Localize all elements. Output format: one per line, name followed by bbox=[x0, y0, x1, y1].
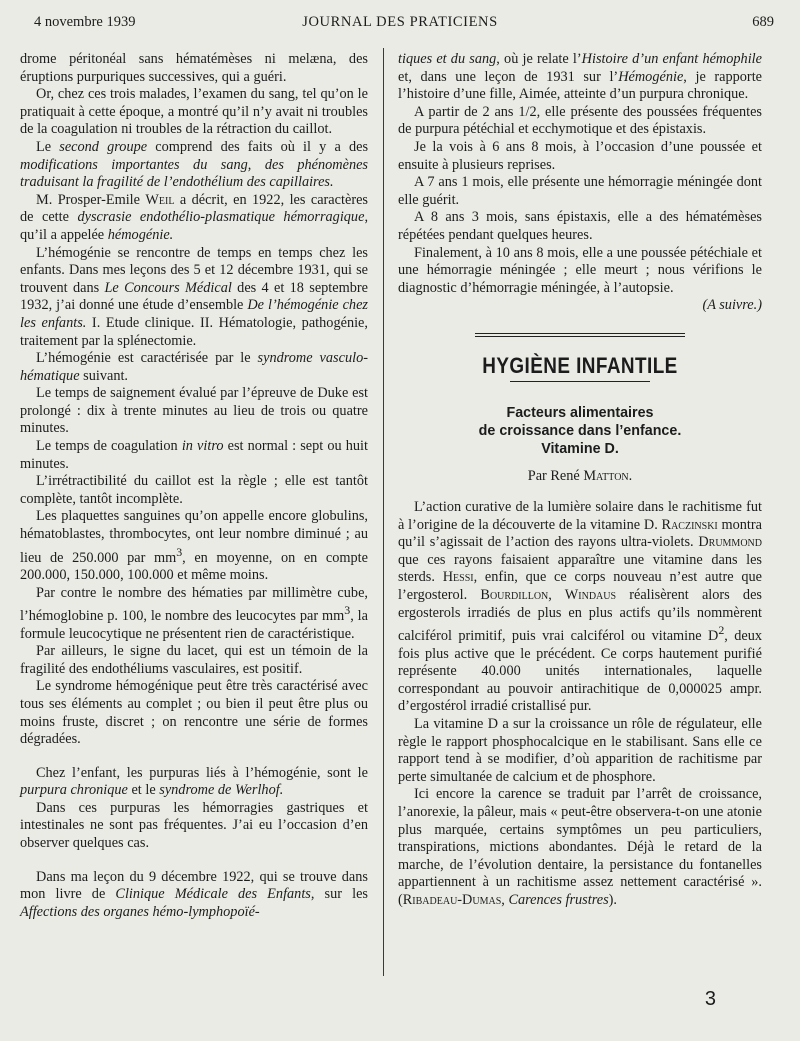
article-title-line: de croissance dans l’enfance. bbox=[478, 422, 682, 439]
paragraph: M. Prosper-Emile Weil a décrit, en 1922, les caractères de cette dyscrasie endothélio-plasmatique hémorragique, qu’il a appelée hémogénie. bbox=[20, 191, 369, 243]
paragraph: Dans ces purpuras les hémorragies gastriques et intestinales ne sont pas fréquentes. J’ai eu l’occasion d’en observer quelques cas. bbox=[20, 799, 368, 852]
issue-date: 4 novembre 1939 bbox=[34, 14, 136, 30]
paragraph: A 8 ans 3 mois, sans épistaxis, elle a des hématémèses répétées pendant quelques heures. bbox=[398, 209, 762, 243]
paragraph: Les plaquettes sanguines qu’on appelle encore globulins, hématoblastes, thrombocytes, ont leur nombre diminué ; au lieu de 250.000 par $mm^3$, en moyenne, on en compte 200.000, 150.000, 100.000 et même moins. bbox=[20, 508, 368, 583]
paragraph: Le syndrome hémogénique peut être très caractérisé avec tous ses éléments au complet ; ou bien il peut être plus ou moins fruste, discret ; on rencontre une série de formes dégradées. bbox=[20, 678, 368, 748]
article-body bbox=[398, 499, 762, 909]
to-be-continued: (A suivre.) bbox=[702, 297, 762, 314]
paragraph: A 7 ans 1 mois, elle présente une hémorragie méningée dont elle guérit. bbox=[398, 174, 762, 208]
paragraph: A partir de 2 ans 1/2, elle présente des poussées fréquentes de purpura pétéchial et ecchymotique et des épistaxis. bbox=[398, 103, 762, 138]
author-name: Matton. bbox=[583, 467, 633, 484]
paragraph: Le second groupe comprend des faits où il y a des modifications importantes du sang, des phénomènes traduisant la fragilité de l’endothélium des capillaires. bbox=[20, 138, 369, 191]
paragraph: Le temps de coagulation in vitro est normal : sept ou huit minutes. bbox=[20, 438, 369, 472]
page-number: 689 bbox=[752, 14, 774, 30]
paragraph: Or, chez ces trois malades, l’examen du sang, tel qu’on le pratiquait à cette époque, a montré qu’il n’y avait ni troubles de la coagulation ni troubles de la rétraction du caillot. bbox=[20, 86, 368, 138]
section-separator bbox=[475, 333, 685, 337]
article-title-line: Facteurs alimentaires bbox=[506, 404, 654, 421]
paragraph: La vitamine D a sur la croissance un rôle de régulateur, elle règle le rapport phosphocalcique en le stabilisant. Sans elle ce rapport tend à se modifier, d’où apparition de rachitisme par perte simultanée de calcium et de phosphore. bbox=[398, 715, 762, 785]
paragraph: Ici encore la carence se traduit par l’arrêt de croissance, l’anorexie, la pâleur, mais « peut-être observera-t-on une atonie plus marquée, certains symptômes un peu particuliers, transpirations, mictions abondantes. Déjà le retard de la marche, de l’évolution dentaire, la persistance du fontanelles appartiennent à un rachitisme assez nettement caractérisé ». (Ribadeau-Dumas, Carences frustres). bbox=[398, 786, 762, 908]
paragraph: L’hémogénie se rencontre de temps en temps chez les enfants. Dans mes leçons des 5 et 12 décembre 1931, qui se trouvent dans Le Concours Médical des 4 et 18 septembre 1932, j’ai donné une étude d’ensemble De l’hémogénie chez les enfants. I. Etude clinique. II. Hématologie, pathogénie, traitement par la splénectomie. bbox=[20, 244, 369, 349]
section-title: HYGIÈNE INFANTILE bbox=[482, 352, 678, 378]
paragraph: L’action curative de la lumière solaire dans le rachitisme fut à l’origine de la découverte de la vitamine D. Raczinski montra qu’il s’agissait de l’action des rayons ultra-violets. Drummond que ces rayons faisaient apparaître une vitamine dans les sterds. Hessi, enfin, que ce corps nouveau n’est autre que l’ergosterol. Bourdillon, Windaus réalisèrent alors des ergosterols irradiés de plus en plus actifs qu’ils nommèrent calciférol primitif, puis vrai calciférol ou vitamine $D^2$, deux fois plus active que le précédent. Ce corps hautement purifié représente 40.000 unités internationales, laquelle correspondant au pouvoir antirachitique de 0,000025 ampr. d’ergostérol irradié cristallisé pur. bbox=[398, 499, 762, 715]
author-prefix: Par René bbox=[527, 467, 580, 484]
paragraph: Le temps de saignement évalué par l’épreuve de Duke est prolongé : dix à trente minutes au lieu de trois ou quatre minutes. bbox=[20, 385, 368, 437]
corner-page-number: 3 bbox=[704, 988, 716, 1010]
journal-title: JOURNAL DES PRATICIENS bbox=[302, 14, 498, 30]
paragraph: L’irrétractibilité du caillot est la règle ; elle est tantôt complète, tantôt incomplète. bbox=[20, 473, 368, 507]
paragraph: Par contre le nombre des hématies par millimètre cube, l’hémoglobine p. 100, le nombre des leucocytes par $mm^3$, la formule leucocytique ne présentent rien de caractéristique. bbox=[20, 584, 368, 642]
paragraph: Finalement, à 10 ans 8 mois, elle a une poussée pétéchiale et une hémorragie méningée ; elle meurt ; nous vérifions le diagnostic d’hémorragie méningée, à l’autopsie. bbox=[398, 244, 762, 296]
article-title-line: Vitamine D. bbox=[541, 440, 619, 457]
paragraph: L’hémogénie est caractérisée par le syndrome vasculo-hématique suivant. bbox=[20, 350, 368, 384]
paragraph: Je la vois à 6 ans 8 mois, à l’occasion d’une poussée et ensuite à plusieurs reprises. bbox=[398, 138, 762, 173]
article-continuation bbox=[398, 51, 762, 297]
paragraph: Par ailleurs, le signe du lacet, qui est un témoin de la fragilité des endothéliums vasculaires, est positif. bbox=[20, 643, 368, 677]
right-column bbox=[398, 51, 762, 910]
paragraph: Chez l’enfant, les purpuras liés à l’hémogénie, sont le purpura chronique et le syndrome de Werlhof. bbox=[20, 764, 368, 799]
paragraph: drome péritonéal sans hématémèses ni melæna, des éruptions purpuriques successives, qui a guéri. bbox=[20, 51, 368, 85]
article-author bbox=[398, 468, 762, 486]
paragraph: Dans ma leçon du 9 décembre 1922, qui se trouve dans mon livre de Clinique Médicale des Enfants, sur les Affections des organes hémo-lymphopoïé- bbox=[20, 868, 368, 920]
page-header bbox=[22, 14, 778, 36]
paragraph: tiques et du sang, où je relate l’Histoire d’un enfant hémophile et, dans une leçon de 1931 sur l’Hémogénie, je rapporte l’histoire d’une fille, Aimée, atteinte d’un purpura chronique. bbox=[398, 51, 763, 103]
left-column bbox=[20, 51, 368, 921]
column-divider bbox=[383, 48, 384, 976]
article-title bbox=[398, 404, 762, 458]
title-underline bbox=[510, 381, 650, 382]
